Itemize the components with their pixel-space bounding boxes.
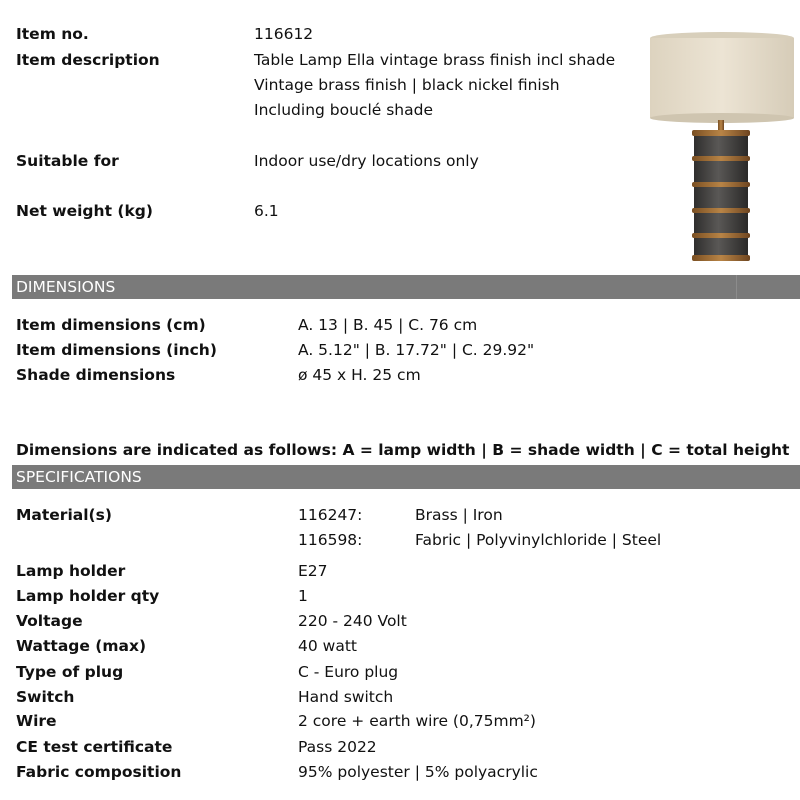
spec-value: Hand switch [298,688,394,706]
spec-value: 95% polyester | 5% polyacrylic [298,763,538,781]
spec-value: 220 - 240 Volt [298,612,407,630]
spec-value: Pass 2022 [298,738,377,756]
item-no-label: Item no. [16,25,89,43]
dimensions-title: DIMENSIONS [16,278,116,296]
item-description-line: Table Lamp Ella vintage brass finish incl shade [254,51,616,69]
spec-label: CE test certificate [16,738,173,756]
spec-label: Fabric composition [16,763,182,781]
item-description-line: Including bouclé shade [254,101,433,119]
material-code: 116247: [298,506,363,524]
table-lamp-icon [640,28,800,268]
header-divider [736,275,737,299]
spec-value: 2 core + earth wire (0,75mm²) [298,712,536,730]
dimensions-note: Dimensions are indicated as follows: A = lamp width | B = shade width | C = total height [16,441,790,459]
item-no-value: 116612 [254,25,314,43]
spec-label: Wattage (max) [16,637,147,655]
spec-value: 1 [298,587,308,605]
dimension-value: A. 5.12" | B. 17.72" | C. 29.92" [298,341,535,359]
dimension-value: ø 45 x H. 25 cm [298,366,421,384]
spec-label: Lamp holder [16,562,126,580]
material-value: Fabric | Polyvinylchloride | Steel [415,531,662,549]
material-code: 116598: [298,531,363,549]
spec-label: Switch [16,688,75,706]
spec-label: Type of plug [16,663,124,681]
spec-label: Wire [16,712,57,730]
materials-label: Material(s) [16,506,112,524]
item-description-label: Item description [16,51,160,69]
dimension-value: A. 13 | B. 45 | C. 76 cm [298,316,478,334]
suitable-value: Indoor use/dry locations only [254,152,479,170]
net-weight-label: Net weight (kg) [16,202,153,220]
dimension-label: Item dimensions (inch) [16,341,217,359]
dimension-label: Shade dimensions [16,366,176,384]
specifications-title: SPECIFICATIONS [16,468,142,486]
net-weight-value: 6.1 [254,202,279,220]
material-value: Brass | Iron [415,506,503,524]
spec-value: C - Euro plug [298,663,399,681]
specifications-section-header [12,465,800,489]
dimension-label: Item dimensions (cm) [16,316,206,334]
item-description-line: Vintage brass finish | black nickel finish [254,76,560,94]
spec-value: E27 [298,562,328,580]
spec-value: 40 watt [298,637,357,655]
spec-label: Voltage [16,612,83,630]
spec-label: Lamp holder qty [16,587,160,605]
dimensions-section-header [12,275,800,299]
suitable-label: Suitable for [16,152,119,170]
